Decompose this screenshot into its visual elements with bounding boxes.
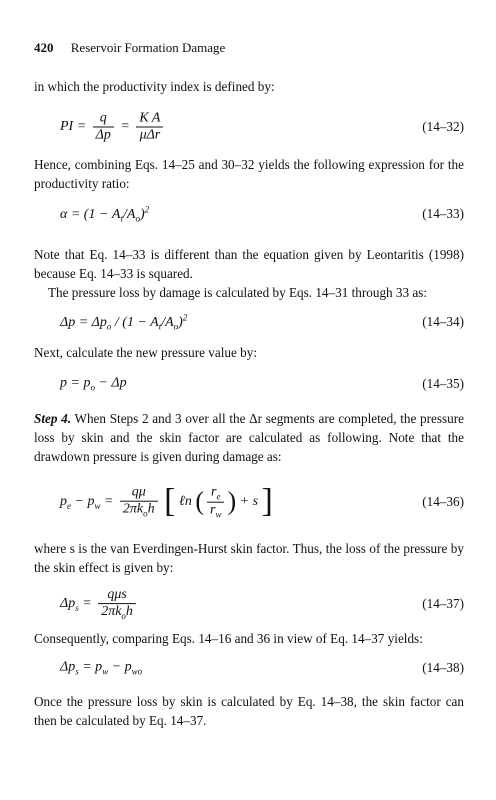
paragraph-3: Note that Eq. 14–33 is different than the equation given by Leontaritis (1998) because Eq. 14–33 is squared. bbox=[34, 247, 464, 281]
equation-body: $\Delta p = \Delta p_o / (1 - A_t/A_o)^2$ bbox=[60, 312, 188, 332]
equation-14-36 bbox=[60, 474, 464, 530]
equation-body: $p_e - p_w$ = $\frac{q\mu}{2\pi k_oh}$ [ ℓn ( $\frac{r_e}{r_w}$ ) + s ] bbox=[60, 483, 273, 520]
page-number: 420 bbox=[34, 40, 54, 55]
equation-14-34-body bbox=[60, 296, 464, 340]
paragraph-8: Consequently, comparing Eqs. 14–16 and 36 in view of Eq. 14–37 yields: bbox=[34, 631, 423, 646]
paragraph-7: where s is the van Everdingen-Hurst skin factor. Thus, the loss of the pressure by the skin effect is given by: bbox=[34, 541, 464, 575]
equation-body: PI = $\frac{q}{\Delta p}$ = $\frac{\text{K A}}{\text{μΔr}}$ bbox=[60, 111, 166, 144]
book-title: Reservoir Formation Damage bbox=[70, 40, 226, 55]
paragraph-1: in which the productivity index is defined by: bbox=[34, 79, 275, 94]
equation-number: (14–38) bbox=[422, 660, 464, 675]
equation-body: $\Delta p_s = p_w - p_{wo}$ bbox=[60, 659, 143, 677]
equation-number: (14–33) bbox=[422, 206, 464, 221]
equation-number: (14–32) bbox=[422, 119, 464, 134]
equation-14-33 bbox=[60, 192, 464, 236]
equation-body: $\Delta p_s$ = $\frac{\text{qμs}}{2\pi k_oh}$ bbox=[60, 587, 139, 621]
equation-body: $p = p_o - \Delta p$ bbox=[60, 375, 127, 393]
paragraph-9: Once the pressure loss by skin is calculated by Eq. 14–38, the skin factor can then be calculated by Eq. 14–37. bbox=[34, 694, 464, 728]
page-header bbox=[34, 40, 225, 56]
equation-number: (14–35) bbox=[422, 376, 464, 391]
equation-14-35 bbox=[60, 362, 464, 406]
equation-number: (14–34) bbox=[422, 314, 464, 329]
step-text: When Steps 2 and 3 over all the Δr segments are completed, the pressure loss by skin and the skin factor are calculated as following. Note that the drawdown pressure is given during damage as: bbox=[34, 411, 464, 464]
step-label: Step 4. bbox=[34, 411, 72, 426]
equation-number: (14–36) bbox=[422, 494, 464, 509]
equation-14-32 bbox=[60, 105, 464, 149]
equation-14-38 bbox=[60, 646, 464, 690]
paragraph-2: Hence, combining Eqs. 14–25 and 30–32 yields the following expression for the productivity ratio: bbox=[34, 157, 464, 191]
paragraph-4: The pressure loss by damage is calculated by Eqs. 14–31 through 33 as: bbox=[48, 285, 428, 300]
equation-body: $\alpha = (1 - A_t/A_o)^2$ bbox=[60, 204, 150, 224]
equation-number: (14–37) bbox=[422, 596, 464, 611]
equation-14-37 bbox=[60, 578, 464, 630]
paragraph-5: Next, calculate the new pressure value by: bbox=[34, 345, 257, 360]
paragraph-6 bbox=[34, 409, 464, 466]
